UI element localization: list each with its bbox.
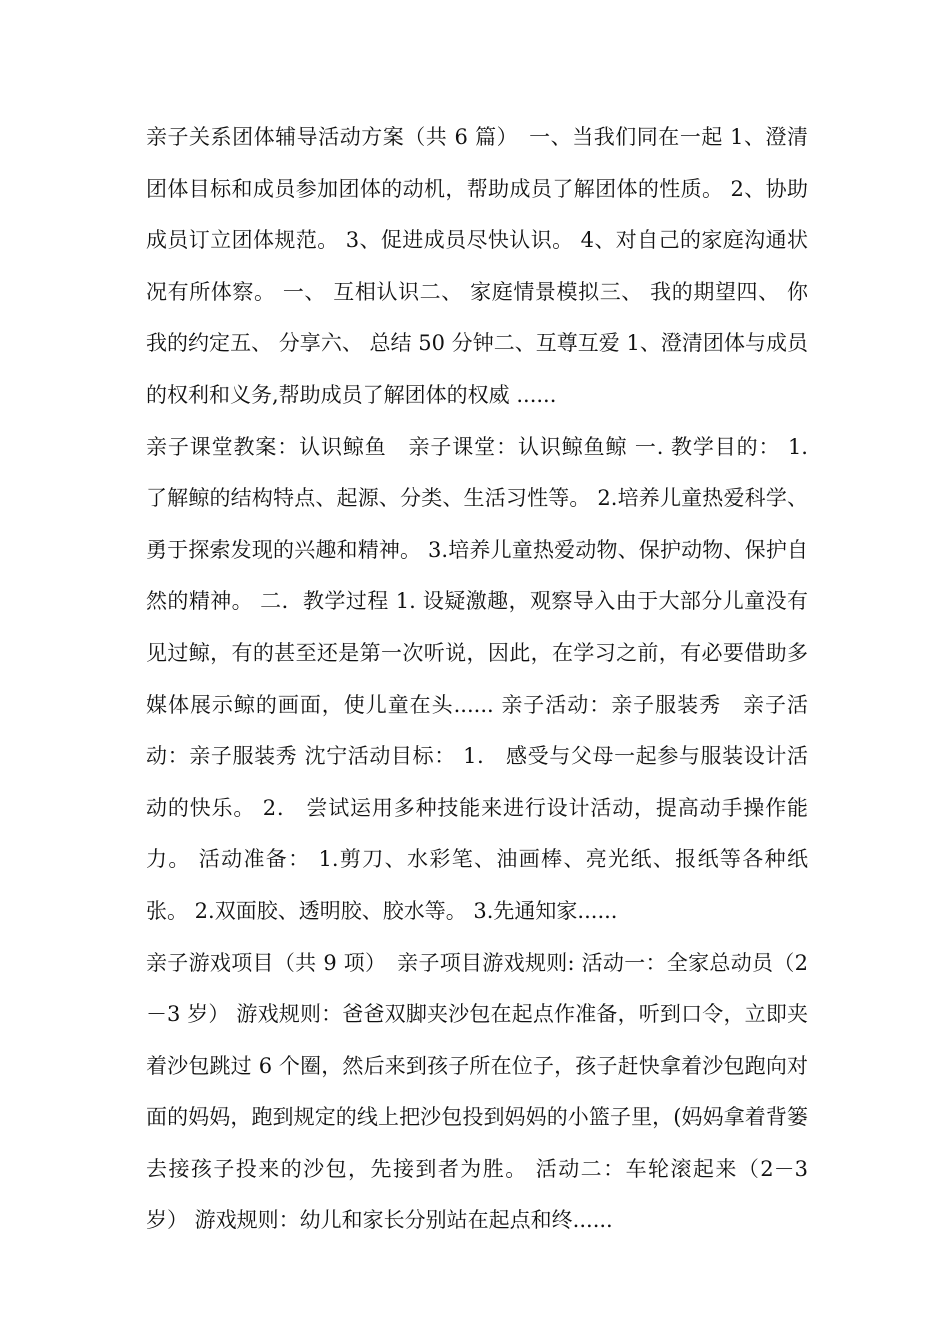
paragraph-parent-child-games: 亲子游戏项目（共 9 项） 亲子项目游戏规则: 活动一：全家总动员（2－3 岁） 游戏规则：爸爸双脚夹沙包在起点作准备，听到口令，立即夹着沙包跳过 6 个圈，然后来到孩子所在位子，孩子赶快拿着沙包跑向对面的妈妈，跑到规定的线上把沙包投到妈妈的小篮子里，(妈妈拿着背篓去接孩子投来的沙包，先接到者为胜。 活动二：车轮滚起来（2－3 岁） 游戏规则：幼儿和家长分别站在起点和终......: [146, 950, 808, 1233]
paragraph-parent-child-group-counseling: 亲子关系团体辅导活动方案（共 6 篇） 一、当我们同在一起 1、澄清团体目标和成员参加团体的动机，帮助成员了解团体的性质。 2、协助成员订立团体规范。 3、促进成员尽快认识。 4、对自己的家庭沟通状况有所体察。 一、 互相认识二、 家庭情景模拟三、 我的期望四、 你我的约定五、 分享六、 总结 50 分钟二、互尊互爱 1、澄清团体与成员的权利和义务,帮助成员了解团体的权威 ......: [146, 125, 808, 407]
paragraph-whale-lesson-and-costume-show: 亲子课堂教案：认识鲸鱼 亲子课堂：认识鲸鱼鲸 一. 教学目的： 1. 了解鲸的结构特点、起源、分类、生活习性等。 2.培养儿童热爱科学、勇于探索发现的兴趣和精神。 3.培养儿童热爱动物、保护动物、保护自然的精神。 二．教学过程 1. 设疑激趣，观察导入由于大部分儿童没有见过鲸，有的甚至还是第一次听说，因此，在学习之前，有必要借助多媒体展示鲸的画面，使儿童在头...... 亲子活动：亲子服装秀 亲子活动：亲子服装秀 沈宁活动目标： 1． 感受与父母一起参与服装设计活动的快乐。 2． 尝试运用多种技能来进行设计活动，提高动手操作能力。 活动准备： 1.剪刀、水彩笔、油画棒、亮光纸、报纸等各种纸张。 2.双面胶、透明胶、胶水等。 3.先通知家......: [146, 434, 808, 923]
document-body: [146, 112, 808, 1247]
